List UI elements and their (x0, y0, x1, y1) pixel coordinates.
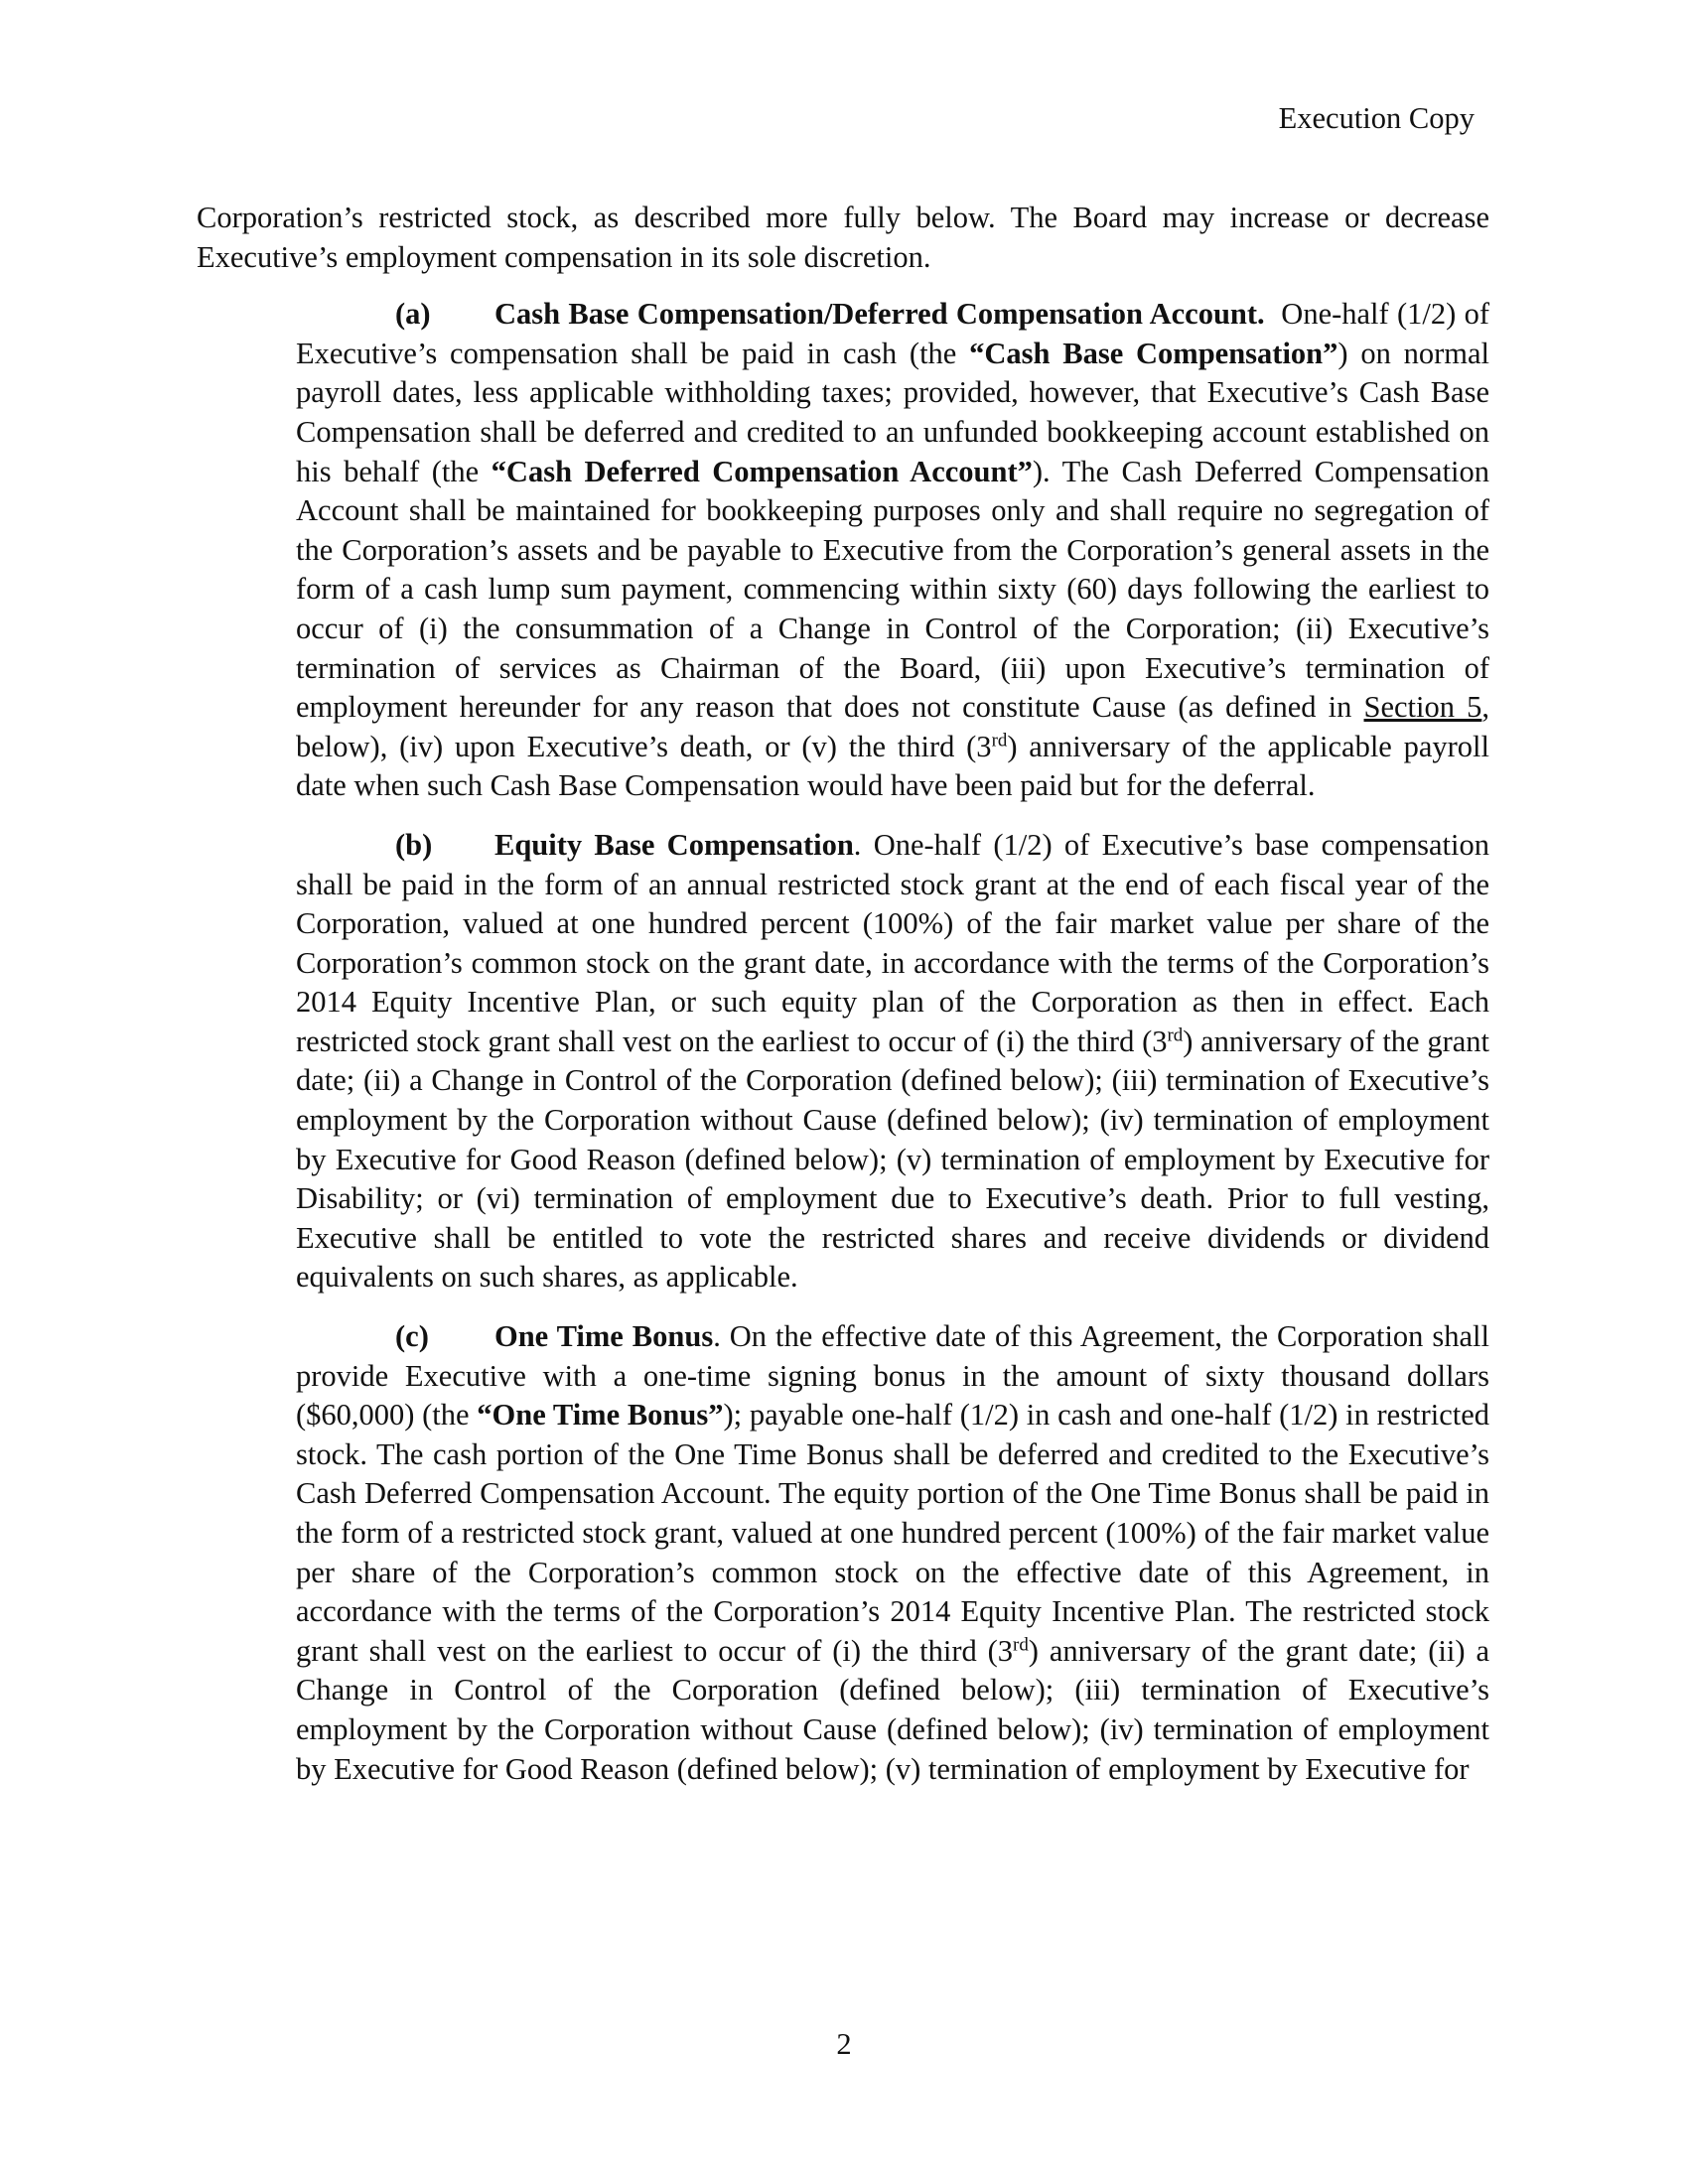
section-a-label: (a) (395, 297, 431, 332)
section-b-title: Equity Base Compensation (494, 827, 854, 862)
ordinal-suffix: rd (991, 730, 1008, 751)
section-a-text-1: One-half (1/2) of Executive’s compensation shall be paid in cash (the (296, 297, 1489, 370)
section-c-title-punct: . (713, 1319, 730, 1354)
section-a-title: Cash Base Compensation/Deferred Compensation Account. (494, 297, 1265, 332)
document-body (197, 199, 1489, 1809)
defined-term-cash-deferred-compensation-account: “Cash Deferred Compensation Account” (491, 454, 1033, 488)
section-c-label: (c) (395, 1319, 429, 1354)
section-b-paragraph (296, 826, 1489, 1297)
section-5-reference-link[interactable]: Section 5 (1363, 690, 1482, 725)
page-number: 2 (836, 2027, 852, 2061)
section-c-text-2: ); payable one-half (1/2) in cash and one-half (1/2) in restricted stock. The cash portion of the One Time Bonus shall be deferred and credited to the Executive’s Cash Deferred Compensation Account. The equity portion of the One Time Bonus shall be paid in the form of a restricted stock grant, valued at one hundred percent (100%) of the fair market value per share of the Corporation’s common stock on the effective date of this Agreement, in accordance with the terms of the Corporation’s 2014 Equity Incentive Plan. The restricted stock grant shall vest on the earliest to occur of (i) the third (3 (296, 1398, 1489, 1668)
section-b-text-1: One-half (1/2) of Executive’s base compensation shall be paid in the form of an annual restricted stock grant at the end of each fiscal year of the Corporation, valued at one hundred percent (100%) of the fair market value per share of the Corporation’s common stock on the grant date, in accordance with the terms of the Corporation’s 2014 Equity Incentive Plan, or such equity plan of the Corporation as then in effect. Each restricted stock grant shall vest on the earliest to occur of (i) the third (3 (296, 827, 1490, 1058)
section-a-paragraph (296, 295, 1489, 806)
section-a-text-4: , below), (iv) upon Executive’s death, or (v) the third (3 (296, 690, 1489, 763)
section-c-title: One Time Bonus (494, 1319, 714, 1354)
section-c-paragraph (296, 1317, 1489, 1789)
ordinal-suffix: rd (1013, 1634, 1029, 1656)
section-a-text-2: ) on normal payroll dates, less applicable withholding taxes; provided, however, that Executive’s Cash Base Compensation shall be deferred and credited to an unfunded bookkeeping account established on his behalf (the (296, 336, 1489, 488)
intro-paragraph: Corporation’s restricted stock, as described more fully below. The Board may increase or decrease Executive’s employment compensation in its sole discretion. (197, 201, 1489, 274)
defined-term-one-time-bonus: “One Time Bonus” (477, 1398, 724, 1433)
document-header-label: Execution Copy (1278, 101, 1475, 135)
section-c-text-3: ) anniversary of the grant date; (ii) a Change in Control of the Corporation (defined below); (iii) termination of Executive’s employment by the Corporation without Cause (defined below); (iv) termination of employment by Executive for Good Reason (defined below); (v) termination of employment by Executive for (296, 1633, 1489, 1786)
section-b-text-2: ) anniversary of the grant date; (ii) a Change in Control of the Corporation (defined below); (iii) termination of Executive’s employment by the Corporation without Cause (defined below); (iv) termination of employment by Executive for Good Reason (defined below); (v) termination of employment by Executive for Disability; or (vi) termination of employment due to Executive’s death. Prior to full vesting, Executive shall be entitled to vote the restricted shares and receive dividends or dividend equivalents on such shares, as applicable. (296, 1024, 1489, 1295)
section-c-text-1: On the effective date of this Agreement, the Corporation shall provide Executive with a one-time signing bonus in the amount of sixty thousand dollars ($60,000) (the (296, 1319, 1489, 1433)
section-a-text-5: ) anniversary of the applicable payroll date when such Cash Base Compensation would have been paid but for the deferral. (296, 729, 1490, 803)
section-b-label: (b) (395, 827, 433, 862)
section-a-text-3: ). The Cash Deferred Compensation Account shall be maintained for bookkeeping purposes only and shall require no segregation of the Corporation’s assets and be payable to Executive from the Corporation’s general assets in the form of a cash lump sum payment, commencing within sixty (60) days following the earliest to occur of (i) the consummation of a Change in Control of the Corporation; (ii) Executive’s termination of services as Chairman of the Board, (iii) upon Executive’s termination of employment hereunder for any reason that does not constitute Cause (as defined in (296, 454, 1490, 725)
section-b-title-punct: . (853, 827, 874, 862)
defined-term-cash-base-compensation: “Cash Base Compensation” (969, 336, 1338, 370)
ordinal-suffix: rd (1167, 1024, 1184, 1046)
